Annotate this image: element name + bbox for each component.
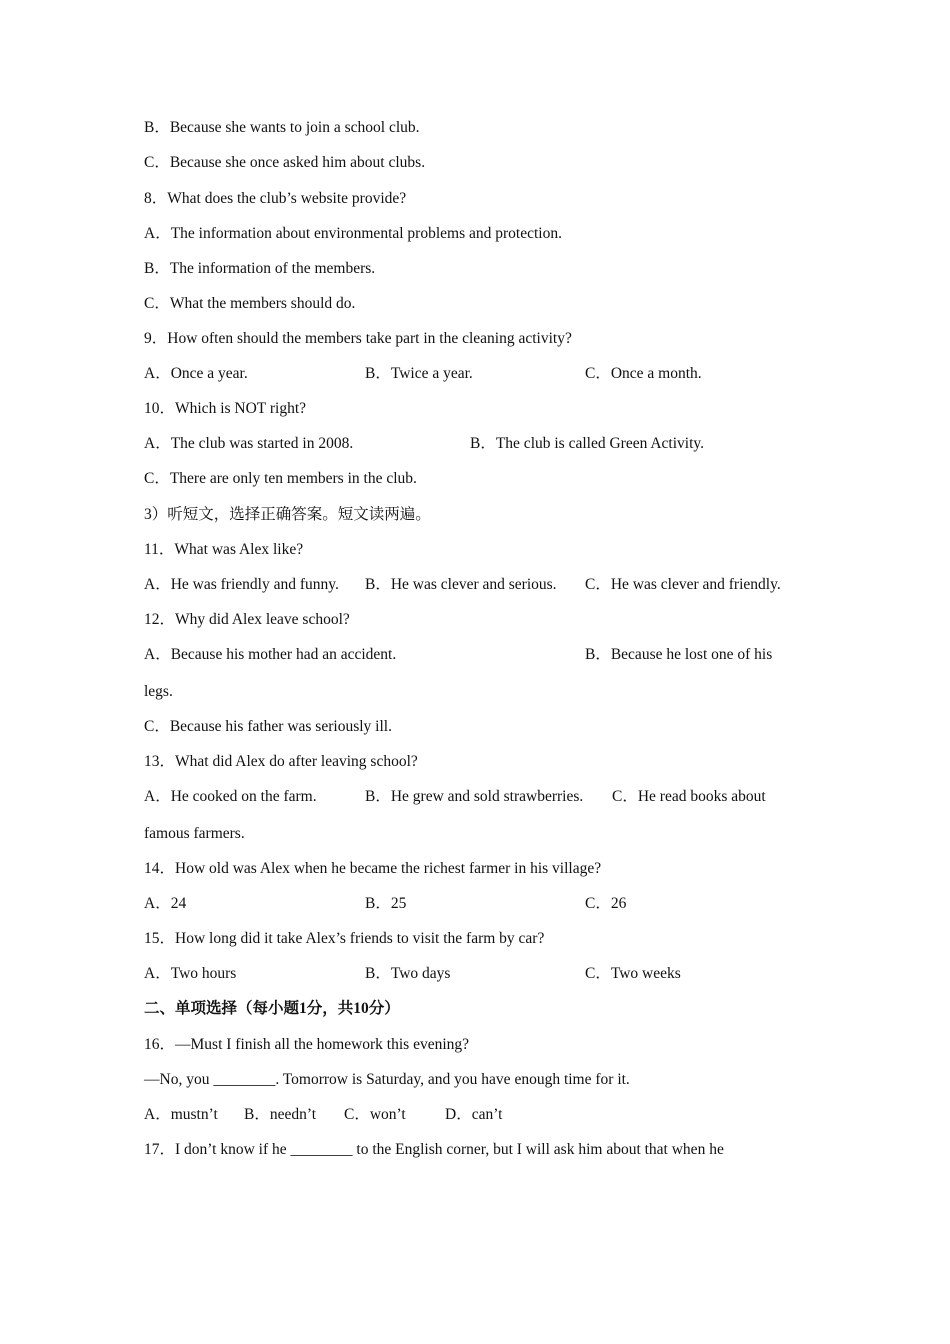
text-line: 11．What was Alex like?: [144, 541, 304, 558]
answer-option: C．He was clever and friendly.: [585, 576, 781, 593]
answer-option: C．won’t: [344, 1106, 406, 1123]
answer-option: B．He grew and sold strawberries.: [365, 788, 584, 805]
answer-option: B．Two days: [365, 965, 451, 982]
text-line: C．There are only ten members in the club.: [144, 470, 417, 487]
text-line: 8．What does the club’s website provide?: [144, 190, 407, 207]
answer-option: B．He was clever and serious.: [365, 576, 557, 593]
answer-option: A．Two hours: [144, 965, 237, 982]
answer-option: A．24: [144, 895, 187, 912]
answer-option: A．Because his mother had an accident.: [144, 646, 397, 663]
section-heading: 二、单项选择（每小题1分，共10分）: [144, 1000, 400, 1017]
text-line: 14．How old was Alex when he became the richest farmer in his village?: [144, 860, 602, 877]
text-line: 17．I don’t know if he ________ to the English corner, but I will ask him about that when he: [144, 1141, 724, 1158]
answer-option: A．He was friendly and funny.: [144, 576, 339, 593]
text-line: C．Because she once asked him about clubs.: [144, 154, 426, 171]
text-line: 12．Why did Alex leave school?: [144, 611, 350, 628]
answer-option: C．He read books about: [612, 788, 766, 805]
answer-option: B．Twice a year.: [365, 365, 473, 382]
answer-option: B．Because he lost one of his: [585, 646, 773, 663]
text-line: —No, you ________. Tomorrow is Saturday, and you have enough time for it.: [144, 1071, 630, 1088]
answer-option: B．needn’t: [244, 1106, 317, 1123]
text-line: A．The information about environmental problems and protection.: [144, 225, 562, 242]
text-line: B．The information of the members.: [144, 260, 376, 277]
text-line: 10．Which is NOT right?: [144, 400, 307, 417]
answer-option: A．The club was started in 2008.: [144, 435, 354, 452]
text-line: famous farmers.: [144, 825, 245, 842]
answer-option: D．can’t: [445, 1106, 503, 1123]
text-line: 13．What did Alex do after leaving school?: [144, 753, 418, 770]
text-line: B．Because she wants to join a school club.: [144, 119, 420, 136]
text-line: 15．How long did it take Alex’s friends to visit the farm by car?: [144, 930, 545, 947]
answer-option: C．Two weeks: [585, 965, 681, 982]
answer-option: A．He cooked on the farm.: [144, 788, 317, 805]
answer-option: A．mustn’t: [144, 1106, 218, 1123]
text-line: C．What the members should do.: [144, 295, 356, 312]
text-line: 9．How often should the members take part in the cleaning activity?: [144, 330, 572, 347]
answer-option: B．25: [365, 895, 407, 912]
answer-option: B．The club is called Green Activity.: [470, 435, 705, 452]
text-line: legs.: [144, 683, 173, 700]
answer-option: A．Once a year.: [144, 365, 248, 382]
answer-option: C．Once a month.: [585, 365, 702, 382]
text-line: 3）听短文，选择正确答案。短文读两遍。: [144, 506, 431, 523]
answer-option: C．26: [585, 895, 627, 912]
text-line: C．Because his father was seriously ill.: [144, 718, 392, 735]
text-line: 16．—Must I finish all the homework this evening?: [144, 1036, 470, 1053]
